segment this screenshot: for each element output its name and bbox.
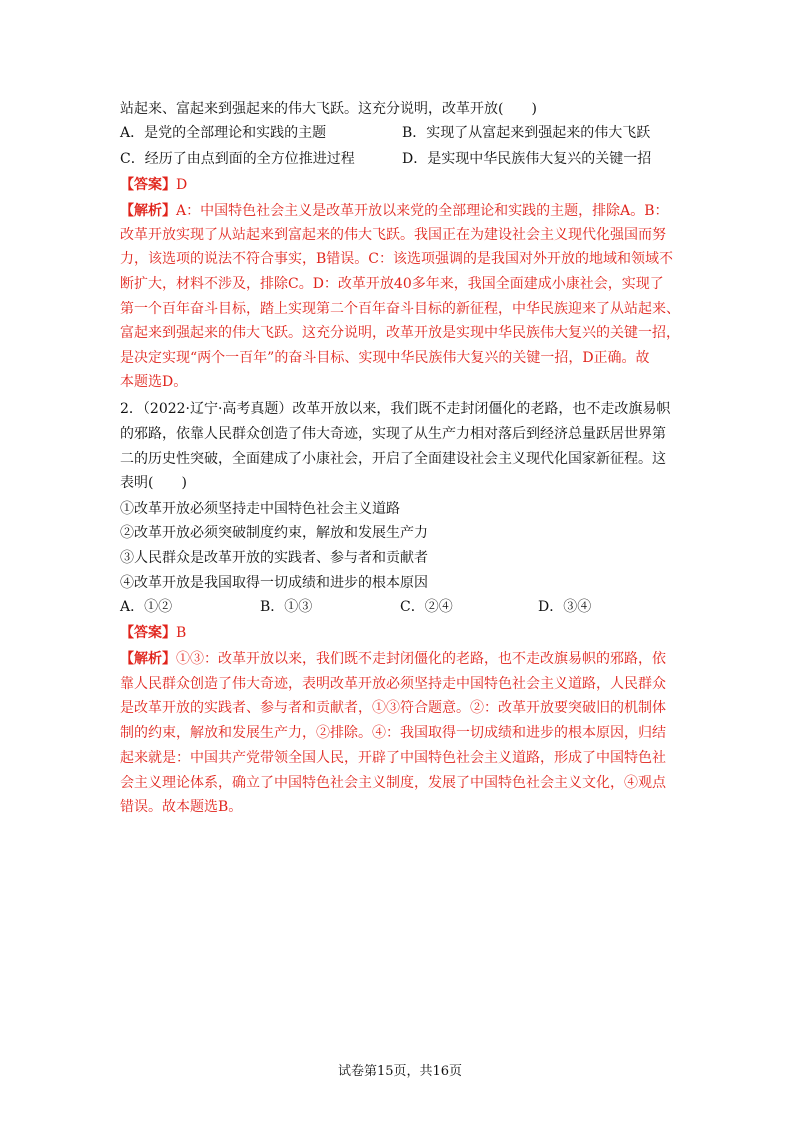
q2-option-c: C．②④ <box>400 599 453 615</box>
analysis-text: ①③：改革开放以来，我们既不走封闭僵化的老路，也不走改旗易帜的邪路，依 <box>176 651 666 667</box>
q2-analysis-line: 起来就是：中国共产党带领全国人民，开辟了中国特色社会主义道路，形成了中国特色社 <box>120 750 666 766</box>
q2-option-d: D．③④ <box>538 599 592 615</box>
q2-statement: ④改革开放是我国取得一切成绩和进步的根本原因 <box>120 575 428 591</box>
q2-stem-line: 的邪路，依靠人民群众创造了伟大奇迹，实现了从生产力相对落后到经济总量跃居世界第 <box>120 426 666 442</box>
q1-option-d: D．是实现中华民族伟大复兴的关键一招 <box>402 151 652 167</box>
q1-stem-tail: 站起来、富起来到强起来的伟大飞跃。这充分说明，改革开放( ) <box>120 101 537 117</box>
q1-analysis-line: 改革开放实现了从站起来到富起来的伟大飞跃。我国正在为建设社会主义现代化强国而努 <box>120 227 666 243</box>
q2-stem-line: 二的历史性突破，全面建成了小康社会，开启了全面建设社会主义现代化国家新征程。这 <box>120 451 666 467</box>
q1-option-a: A．是党的全部理论和实践的主题 <box>120 125 327 141</box>
q2-analysis-line: 是改革开放的实践者、参与者和贡献者，①③符合题意。②：改革开放要突破旧的机制体 <box>120 700 666 716</box>
q1-option-b: B．实现了从富起来到强起来的伟大飞跃 <box>402 125 651 141</box>
answer-value: D <box>176 177 188 193</box>
page-footer: 试卷第15页，共16页 <box>337 1064 463 1079</box>
q2-answer <box>120 624 685 642</box>
q1-analysis-line: 力，该选项的说法不符合事实，B错误。C：该选项强调的是我国对外开放的地域和领域不 <box>120 251 673 267</box>
analysis-text: A：中国特色社会主义是改革开放以来党的全部理论和实践的主题，排除A。B： <box>176 203 669 219</box>
q1-analysis-line: 富起来到强起来的伟大飞跃。这充分说明，改革开放是实现中华民族伟大复兴的关键一招， <box>120 325 680 341</box>
answer-value: B <box>176 625 187 641</box>
answer-label: 【答案】 <box>120 625 176 641</box>
q2-analysis-line: 制的约束，解放和发展生产力，②排除。④：我国取得一切成绩和进步的根本原因，归结 <box>120 725 666 741</box>
q2-option-b: B．①③ <box>260 599 313 615</box>
q1-analysis-line: 是决定实现“两个一百年”的奋斗目标、实现中华民族伟大复兴的关键一招，D正确。故 <box>120 350 650 366</box>
q2-analysis-line: 会主义理论体系，确立了中国特色社会主义制度，发展了中国特色社会主义文化，④观点 <box>120 775 666 791</box>
q2-option-a: A．①② <box>120 599 173 615</box>
q1-answer <box>120 176 685 194</box>
q1-analysis-line: 第一个百年奋斗目标，踏上实现第二个百年奋斗目标的新征程，中华民族迎来了从站起来、 <box>120 301 680 317</box>
q1-analysis-line: 本题选D。 <box>120 374 188 390</box>
analysis-label: 【解析】 <box>120 203 176 219</box>
analysis-label: 【解析】 <box>120 651 176 667</box>
q2-statement: ②改革开放必须突破制度约束，解放和发展生产力 <box>120 525 428 541</box>
q1-analysis-line: 断扩大，材料不涉及，排除C。D：改革开放40多年来，我国全面建成小康社会，实现了 <box>120 276 664 292</box>
q2-statement: ①改革开放必须坚持走中国特色社会主义道路 <box>120 501 400 517</box>
q1-analysis-line <box>120 202 685 220</box>
q2-analysis-line: 靠人民群众创造了伟大奇迹，表明改革开放必须坚持走中国特色社会主义道路，人民群众 <box>120 676 666 692</box>
q2-analysis-line: 错误。故本题选B。 <box>120 799 243 815</box>
q1-option-c: C．经历了由点到面的全方位推进过程 <box>120 151 355 167</box>
q2-stem-line: 表明( ) <box>120 475 187 491</box>
q2-statement: ③人民群众是改革开放的实践者、参与者和贡献者 <box>120 550 428 566</box>
q2-stem-line: 2．（2022·辽宁·高考真题）改革开放以来，我们既不走封闭僵化的老路，也不走改旗易帜 <box>120 401 671 417</box>
q2-analysis-line <box>120 650 685 668</box>
answer-label: 【答案】 <box>120 177 176 193</box>
